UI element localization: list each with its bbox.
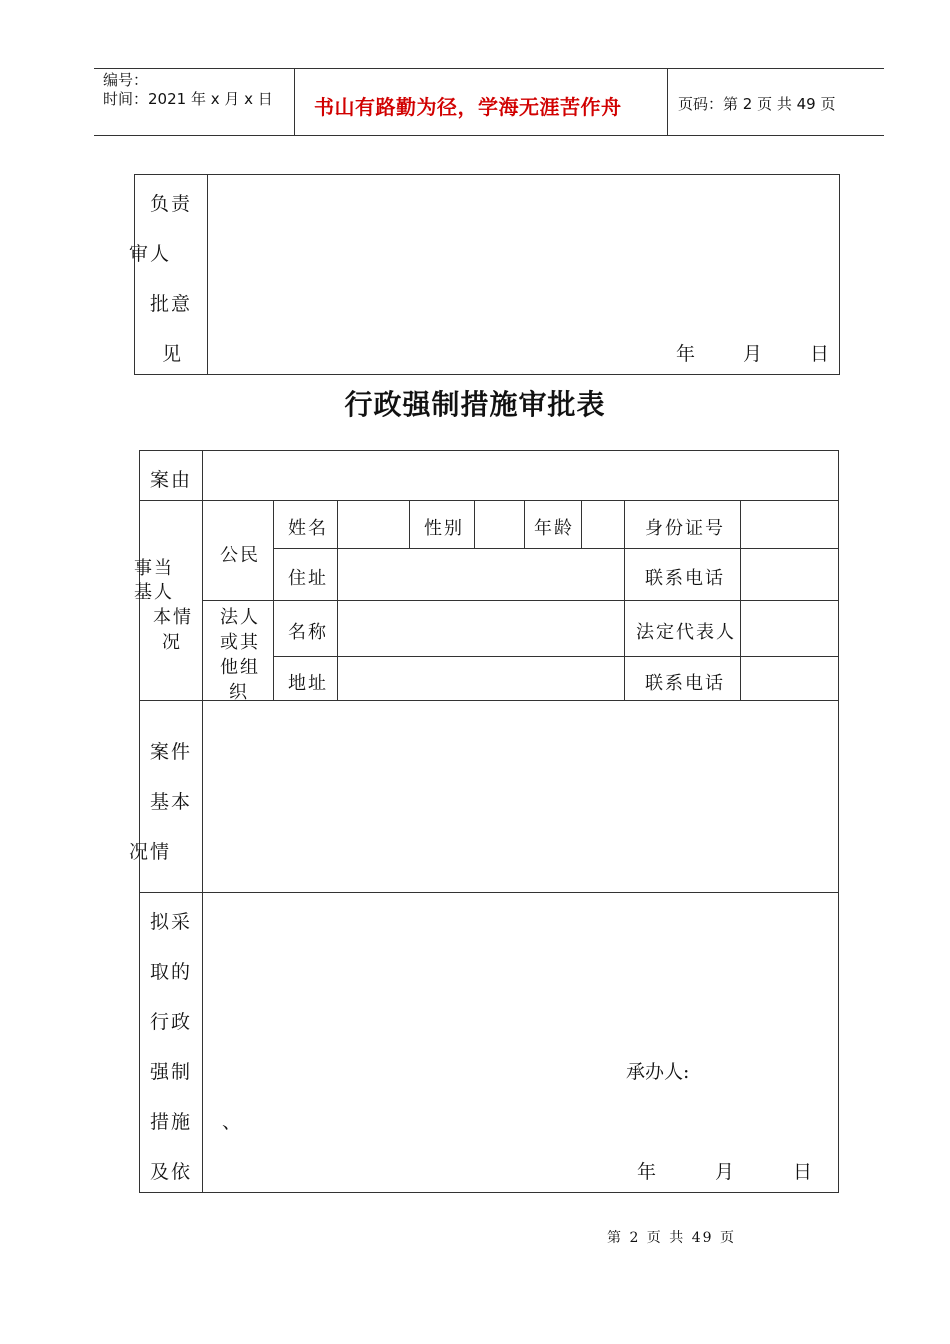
measure-date-year: 年: [637, 1161, 659, 1183]
approval-opinion-box: [134, 174, 840, 375]
header-motto: 书山有路勤为径，学海无涯苦作舟: [314, 95, 622, 119]
gender-label: 性别: [424, 518, 464, 539]
approval-label-3: 批意: [150, 293, 193, 315]
party-label-3: 本情: [153, 607, 193, 628]
legal-rep-label: 法定代表人: [636, 622, 736, 643]
org-label-4: 织: [229, 682, 249, 703]
case-info-label-2: 基本: [150, 791, 193, 813]
name-label: 姓名: [288, 518, 328, 539]
case-reason-label: 案由: [150, 469, 193, 491]
approval-date-day: 日: [810, 343, 832, 365]
doc-time-label: 时间：2021 年 x 月 x 日: [103, 90, 273, 108]
phone-label: 联系电话: [645, 568, 725, 589]
measure-label-4: 强制: [150, 1061, 193, 1083]
org-label-2: 或其: [220, 632, 260, 653]
approval-label-2: 审人: [129, 243, 172, 265]
enumeration-mark: 、: [222, 1111, 244, 1133]
measure-label-1: 拟采: [150, 911, 193, 933]
approval-date-year: 年: [676, 343, 698, 365]
approval-label-4: 见: [162, 343, 184, 365]
handler-label: 承办人:: [626, 1061, 690, 1083]
party-label-2: 基人: [134, 582, 174, 603]
measure-label-6: 及依: [150, 1161, 193, 1183]
approval-label-1: 负责: [150, 193, 193, 215]
measure-label-5: 措施: [150, 1111, 193, 1133]
org-label-3: 他组: [220, 657, 260, 678]
page-footer: 第 2 页 共 49 页: [607, 1230, 736, 1246]
approval-date-month: 月: [743, 343, 765, 365]
case-info-label-3: 况情: [129, 841, 172, 863]
org-phone-label: 联系电话: [645, 673, 725, 694]
measure-label-3: 行政: [150, 1011, 193, 1033]
measure-date-day: 日: [793, 1161, 815, 1183]
citizen-label: 公民: [220, 545, 260, 566]
measure-label-2: 取的: [150, 961, 193, 983]
doc-number-label: 编号：: [103, 71, 149, 89]
org-name-label: 名称: [288, 622, 328, 643]
measure-date-month: 月: [715, 1161, 737, 1183]
address-label: 住址: [288, 568, 328, 589]
org-label-1: 法人: [220, 607, 260, 628]
case-info-label-1: 案件: [150, 741, 193, 763]
id-number-label: 身份证号: [645, 518, 725, 539]
party-label-1: 事当: [134, 558, 174, 579]
form-title: 行政强制措施审批表: [344, 388, 606, 421]
party-label-4: 况: [162, 632, 182, 653]
org-address-label: 地址: [288, 673, 328, 694]
age-label: 年龄: [534, 518, 574, 539]
page-indicator: 页码：第 2 页 共 49 页: [678, 95, 836, 113]
